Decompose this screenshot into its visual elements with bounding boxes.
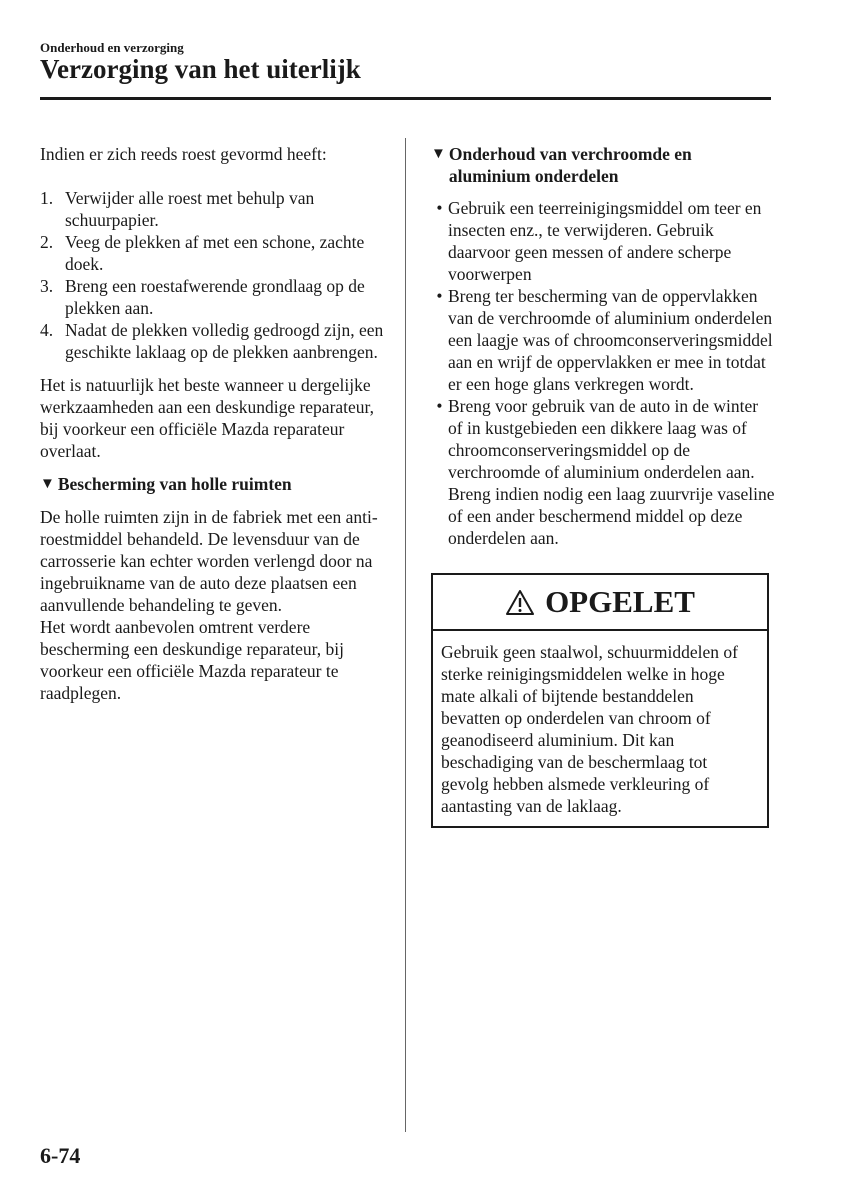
list-item <box>40 275 390 319</box>
list-item <box>431 395 776 549</box>
left-column <box>40 143 390 704</box>
warning-box <box>431 573 769 828</box>
warning-triangle-icon <box>505 589 535 616</box>
step-text: Breng een roestafwerende grondlaag op de plekken aan. <box>65 276 365 318</box>
warning-title: OPGELET <box>545 584 695 619</box>
step-number: 2. <box>40 232 54 252</box>
bullet-icon: • <box>436 286 443 306</box>
bullet-icon: • <box>436 198 443 218</box>
list-item <box>40 231 390 275</box>
chrome-care-list <box>431 197 776 549</box>
cavity-heading <box>40 473 390 495</box>
cavity-text: De holle ruimten zijn in de fabriek met een anti-roestmiddel behandeld. De levensduur van de carrosserie kan echter worden verlengd door na ingebruikname van de auto deze plaatsen een aanvullende behandeling te geven. <box>40 507 378 615</box>
bullet-text: Breng voor gebruik van de auto in de winter of in kustgebieden een dikkere laag was of chroomconserveringsmiddel op de verchroomde of aluminium onderdelen aan. Breng indien nodig een laag zuurvrije vaseline of een ander beschermend middel op deze onderdelen aan. <box>448 396 775 548</box>
step-text: Verwijder alle roest met behulp van schuurpapier. <box>65 188 315 230</box>
cavity-heading-text: Bescherming van holle ruimten <box>57 474 292 494</box>
bullet-text: Gebruik een teerreinigingsmiddel om teer en insecten enz., te verwijderen. Gebruik daarvoor geen messen of andere scherpe voorwerpen <box>448 198 762 284</box>
triangle-down-icon: ▼ <box>40 476 55 492</box>
rust-steps-list <box>40 187 390 363</box>
header-rule <box>40 97 771 100</box>
right-column <box>431 143 776 828</box>
step-number: 3. <box>40 276 54 296</box>
column-divider <box>405 138 406 1132</box>
intro-text: Indien er zich reeds roest gevormd heeft: <box>40 144 327 164</box>
bullet-text: Breng ter bescherming van de oppervlakken van de verchroomde of aluminium onderdelen een laagje was of chroomconserveringsmiddel aan en wrijf de oppervlakken er mee in totdat er een hoge glans verkregen wordt. <box>448 286 773 394</box>
step-number: 4. <box>40 320 54 340</box>
cavity-recommendation: Het wordt aanbevolen omtrent verdere bescherming een deskundige reparateur, bij voorkeur een officiële Mazda reparateur te raadplegen. <box>40 617 344 703</box>
chrome-heading <box>431 143 776 187</box>
list-item <box>40 319 390 363</box>
list-item <box>40 187 390 231</box>
step-text: Nadat de plekken volledig gedroogd zijn, een geschikte laklaag op de plekken aanbrengen. <box>65 320 384 362</box>
page-number: 6-74 <box>40 1143 81 1168</box>
list-item <box>431 285 776 395</box>
warning-text: Gebruik geen staalwol, schuurmiddelen of sterke reinigingsmiddelen welke in hoge mate alkali of bijtende bestanddelen bevatten op onderdelen van chroom of geanodiseerd aluminium. Dit kan beschadiging van de beschermlaag tot gevolg hebben alsmede verkleuring of aantasting van de laklaag. <box>441 642 738 816</box>
chrome-heading-text: Onderhoud van verchroomde en aluminium onderdelen <box>448 144 692 186</box>
warning-header <box>433 575 767 631</box>
step-text: Veeg de plekken af met een schone, zachte doek. <box>65 232 365 274</box>
bullet-icon: • <box>436 396 443 416</box>
step-number: 1. <box>40 188 54 208</box>
page-title: Verzorging van het uiterlijk <box>40 54 361 84</box>
advice-text: Het is natuurlijk het beste wanneer u dergelijke werkzaamheden aan een deskundige reparateur, bij voorkeur een officiële Mazda reparateur overlaat. <box>40 375 375 461</box>
triangle-down-icon: ▼ <box>431 146 446 162</box>
list-item <box>431 197 776 285</box>
section-label: Onderhoud en verzorging <box>40 40 184 55</box>
